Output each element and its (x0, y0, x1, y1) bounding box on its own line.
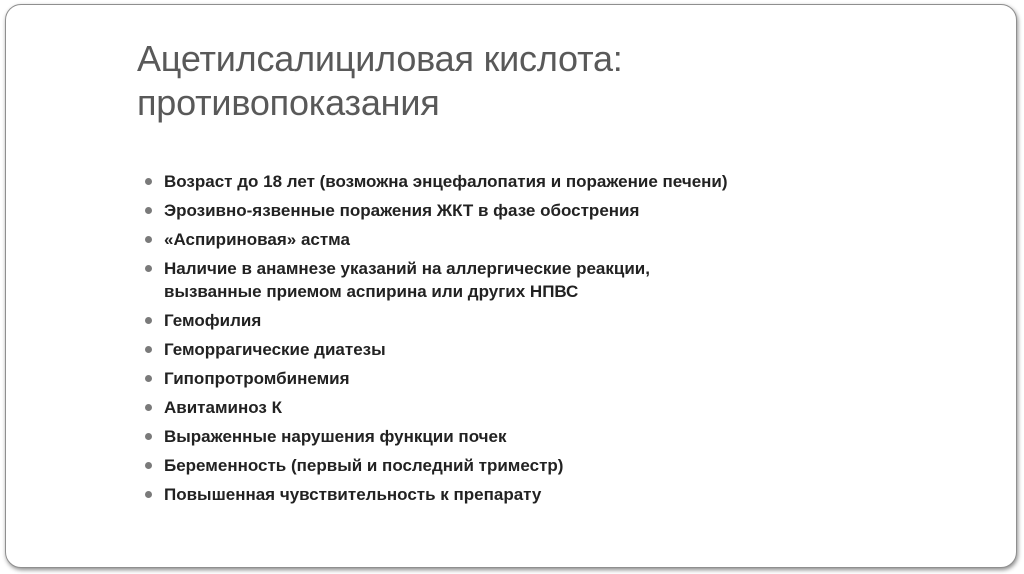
list-item (139, 454, 899, 477)
bullet-icon (145, 375, 152, 382)
list-item-text: «Аспириновая» астма (164, 230, 350, 249)
list-item-text: Гипопротромбинемия (164, 369, 350, 388)
bullet-icon (145, 462, 152, 469)
bullet-icon (145, 236, 152, 243)
title-line-1: Ацетилсалициловая кислота: (137, 38, 623, 79)
presentation-slide (5, 4, 1017, 568)
list-item-text: Авитаминоз К (164, 398, 282, 417)
list-item-text: Гемофилия (164, 311, 262, 330)
list-item (139, 367, 899, 390)
list-item-text: Выраженные нарушения функции почек (164, 427, 507, 446)
bullet-icon (145, 433, 152, 440)
list-item (139, 396, 899, 419)
list-item-text: Беременность (первый и последний триместр) (164, 456, 564, 475)
list-item-text: Геморрагические диатезы (164, 340, 386, 359)
list-item-text: Возраст до 18 лет (возможна энцефалопатия и поражение печени) (164, 172, 728, 191)
list-item-text: Эрозивно-язвенные поражения ЖКТ в фазе обострения (164, 201, 640, 220)
bullet-icon (145, 178, 152, 185)
list-item (139, 170, 899, 193)
list-item (139, 199, 899, 222)
list-item (139, 425, 899, 448)
list-item (139, 483, 899, 506)
bullet-icon (145, 404, 152, 411)
bullet-icon (145, 207, 152, 214)
list-item-text-line-2: вызванные приемом аспирина или других НПВС (164, 282, 579, 301)
bullet-icon (145, 346, 152, 353)
list-item-text-line-1: Наличие в анамнезе указаний на аллергические реакции, (164, 259, 650, 278)
title-line-2: противопоказания (137, 82, 440, 123)
list-item (139, 338, 899, 361)
slide-title (137, 37, 897, 125)
list-item (139, 309, 899, 332)
slide-content (139, 170, 899, 512)
bullet-icon (145, 265, 152, 272)
contraindications-list (139, 170, 899, 506)
list-item-text: Повышенная чувствительность к препарату (164, 485, 542, 504)
bullet-icon (145, 491, 152, 498)
list-item (139, 257, 899, 303)
list-item (139, 228, 899, 251)
bullet-icon (145, 317, 152, 324)
